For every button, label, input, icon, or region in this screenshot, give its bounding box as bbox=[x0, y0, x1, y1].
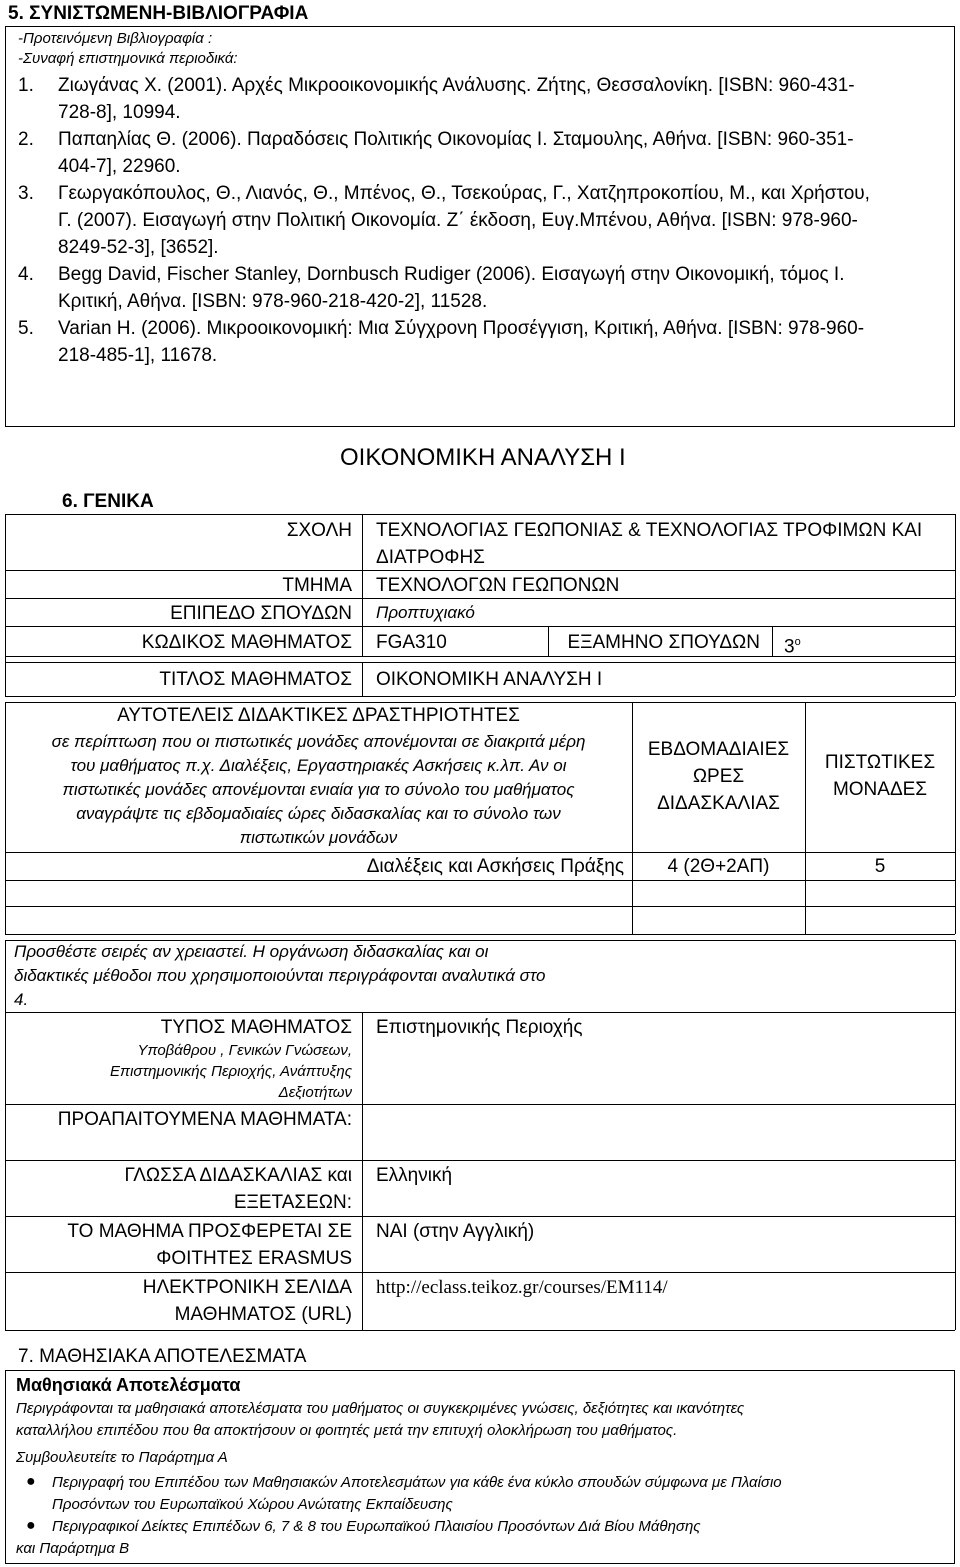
school-value: ΤΕΧΝΟΛΟΓΙΑΣ ΓΕΩΠΟΝΙΑΣ & ΤΕΧΝΟΛΟΓΙΑΣ ΤΡΟΦΙΜΩΝ ΚΑΙ bbox=[376, 520, 923, 541]
table-border bbox=[362, 662, 363, 696]
ref-text: 8249-52-3], [3652]. bbox=[58, 237, 219, 258]
ref-number: 4. bbox=[18, 264, 34, 285]
ref-number: 2. bbox=[18, 129, 34, 150]
activities-note: αναγράψτε τις εβδομαδιαίες ώρες διδασκαλίας και το σύνολο των bbox=[76, 804, 561, 823]
table-border bbox=[5, 656, 955, 657]
course-type-value: Επιστημονικής Περιοχής bbox=[376, 1017, 583, 1038]
journals-subtitle: -Συναφή επιστημονικά περιοδικά: bbox=[18, 50, 238, 67]
language-label: ΕΞΕΤΑΣΕΩΝ: bbox=[233, 1192, 352, 1213]
table-border bbox=[5, 514, 955, 515]
activities-note: σε περίπτωση που οι πιστωτικές μονάδες απονέμονται σε διακριτά μέρη bbox=[51, 732, 586, 751]
department-value: ΤΕΧΝΟΛΟΓΩΝ ΓΕΩΠΟΝΩΝ bbox=[376, 575, 620, 596]
course-type-hint: Υποβάθρου , Γενικών Γνώσεων, bbox=[137, 1042, 352, 1059]
activities-note: του μαθήματος π.χ. Διαλέξεις, Εργαστηριακές Ασκήσεις κ.λπ. Αν οι bbox=[70, 756, 567, 775]
ref-text: Varian H. (2006). Μικροοικονομική: Μια Σύγχρονη Προσέγγιση, Κριτική, Αθήνα. [ISBN: 978-960- bbox=[58, 318, 865, 339]
course-type-label: ΤΥΠΟΣ ΜΑΘΗΜΑΤΟΣ bbox=[160, 1017, 352, 1038]
table-border bbox=[955, 940, 956, 1330]
table-border bbox=[5, 940, 6, 1330]
add-rows-note: Προσθέστε σειρές αν χρειαστεί. Η οργάνωση διδασκαλίας και οι bbox=[14, 942, 489, 961]
activity-row-credits: 5 bbox=[874, 856, 886, 877]
table-border bbox=[5, 880, 955, 881]
credits-header: ΜΟΝΑΔΕΣ bbox=[832, 779, 928, 800]
ref-text: 728-8], 10994. bbox=[58, 102, 181, 123]
learning-outcomes-description: Περιγράφονται τα μαθησιακά αποτελέσματα του μαθήματος οι συγκεκριμένες γνώσεις, δεξιότητες και ικανότητες bbox=[16, 1400, 745, 1417]
ref-text: Begg David, Fischer Stanley, Dornbusch Rudiger (2006). Εισαγωγή στην Οικονομική, τόμος Ι. bbox=[58, 264, 845, 285]
activity-row-hours: 4 (2Θ+2ΑΠ) bbox=[667, 856, 770, 877]
course-type-hint: Δεξιοτήτων bbox=[278, 1084, 352, 1101]
table-border bbox=[5, 696, 955, 697]
table-border bbox=[5, 906, 955, 907]
activities-note: πιστωτικές μονάδες απονέμονται ενιαία για το σύνολο του μαθήματος bbox=[62, 780, 575, 799]
url-label: ΜΑΘΗΜΑΤΟΣ (URL) bbox=[174, 1304, 352, 1325]
credits-header: ΠΙΣΤΩΤΙΚΕΣ bbox=[824, 752, 936, 773]
section5-heading: 5. ΣΥΝΙΣΤΩΜΕΝΗ-ΒΙΒΛΙΟΓΡΑΦΙΑ bbox=[8, 3, 309, 24]
course-title-value: ΟΙΚΟΝΟΜΙΚΗ ΑΝΑΛΥΣΗ Ι bbox=[376, 669, 603, 690]
semester-value: $3^o$ bbox=[784, 636, 801, 658]
bullet-text: και Παράρτημα Β bbox=[16, 1540, 130, 1557]
table-border bbox=[5, 662, 955, 663]
table-border bbox=[5, 1330, 955, 1331]
course-code-value: FGA310 bbox=[376, 632, 447, 653]
erasmus-label: ΤΟ ΜΑΘΗΜΑ ΠΡΟΣΦΕΡΕΤΑΙ ΣΕ bbox=[67, 1221, 352, 1242]
add-rows-note: 4. bbox=[14, 990, 29, 1009]
prerequisites-label: ΠΡΟΑΠΑΙΤΟΥΜΕΝΑ ΜΑΘΗΜΑΤΑ: bbox=[57, 1109, 352, 1130]
activities-heading: ΑΥΤΟΤΕΛΕΙΣ ΔΙΔΑΚΤΙΚΕΣ ΔΡΑΣΤΗΡΙΟΤΗΤΕΣ bbox=[117, 705, 520, 726]
ref-text: 404-7], 22960. bbox=[58, 156, 181, 177]
ref-text: Παπαηλίας Θ. (2006). Παραδόσεις Πολιτικής Οικονομίας Ι. Σταμουλης, Αθήνα. [ISBN: 960-351- bbox=[58, 129, 854, 150]
course-title-label: ΤΙΤΛΟΣ ΜΑΘΗΜΑΤΟΣ bbox=[159, 669, 352, 690]
table-border bbox=[5, 934, 955, 935]
course-code-label: ΚΩΔΙΚΟΣ ΜΑΘΗΜΑΤΟΣ bbox=[141, 632, 352, 653]
section6-heading: 6. ΓΕΝΙΚΑ bbox=[62, 491, 154, 512]
table-border bbox=[805, 702, 806, 934]
learning-outcomes-subheading: Μαθησιακά Αποτελέσματα bbox=[16, 1375, 241, 1395]
course-title: ΟΙΚΟΝΟΜΙΚΗ ΑΝΑΛΥΣΗ Ι bbox=[340, 444, 626, 471]
language-value: Ελληνική bbox=[376, 1165, 453, 1186]
table-border bbox=[5, 1160, 955, 1161]
table-border bbox=[955, 514, 956, 696]
bullet-icon: ● bbox=[26, 1517, 36, 1534]
weekly-hours-header: ΩΡΕΣ bbox=[692, 766, 745, 787]
section7-heading: 7. ΜΑΘΗΣΙΑΚΑ ΑΠΟΤΕΛΕΣΜΑΤΑ bbox=[18, 1346, 307, 1367]
table-border bbox=[362, 514, 363, 656]
table-border bbox=[5, 1272, 955, 1273]
bullet-text: Περιγραφή του Επιπέδου των Μαθησιακών Αποτελεσμάτων για κάθε ένα κύκλο σπουδών σύμφωνα με Πλαίσιο bbox=[52, 1474, 782, 1491]
ref-text: Ζιωγάνας Χ. (2001). Αρχές Μικροοικονομικής Ανάλυσης. Ζήτης, Θεσσαλονίκη. [ISBN: 960-431- bbox=[58, 75, 855, 96]
table-border bbox=[5, 1012, 955, 1013]
school-value: ΔΙΑΤΡΟΦΗΣ bbox=[376, 547, 485, 568]
add-rows-note: διδακτικές μέθοδοι που χρησιμοποιούνται περιγράφονται αναλυτικά στο bbox=[14, 966, 546, 985]
ref-text: 218-485-1], 11678. bbox=[58, 345, 218, 366]
ref-number: 3. bbox=[18, 183, 34, 204]
bullet-text: Περιγραφικοί Δείκτες Επιπέδων 6, 7 & 8 του Ευρωπαϊκού Πλαισίου Προσόντων Διά Βίου Μάθησης bbox=[52, 1518, 701, 1535]
table-border bbox=[772, 626, 773, 656]
department-label: ΤΜΗΜΑ bbox=[282, 575, 352, 596]
ref-number: 1. bbox=[18, 75, 34, 96]
table-border bbox=[548, 626, 549, 656]
erasmus-label: ΦΟΙΤΗΤΕΣ ERASMUS bbox=[156, 1248, 352, 1269]
weekly-hours-header: ΕΒΔΟΜΑΔΙΑΙΕΣ bbox=[647, 739, 790, 760]
erasmus-value: ΝΑΙ (στην Αγγλική) bbox=[376, 1221, 535, 1242]
course-url-link[interactable]: http://eclass.teikoz.gr/courses/EM114/ bbox=[376, 1277, 668, 1298]
ref-text: Γεωργακόπουλος, Θ., Λιανός, Θ., Μπένος, Θ., Τσεκούρας, Γ., Χατζηπροκοπίου, Μ., και Χρήστου, bbox=[58, 183, 870, 204]
semester-label: ΕΞΑΜΗΝΟ ΣΠΟΥΔΩΝ bbox=[567, 632, 760, 653]
appendix-a-note: Συμβουλευτείτε το Παράρτημα Α bbox=[16, 1449, 228, 1466]
url-label: ΗΛΕΚΤΡΟΝΙΚΗ ΣΕΛΙΔΑ bbox=[142, 1277, 352, 1298]
bullet-icon: ● bbox=[26, 1473, 36, 1490]
activities-note: πιστωτικών μονάδων bbox=[239, 828, 398, 847]
learning-outcomes-description: καταλλήλου επιπέδου που θα αποκτήσουν οι φοιτητές μετά την επιτυχή ολοκλήρωση του μαθήματος. bbox=[16, 1422, 678, 1439]
activity-row-label: Διαλέξεις και Ασκήσεις Πράξης bbox=[366, 856, 624, 877]
ref-text: Γ. (2007). Εισαγωγή στην Πολιτική Οικονομία. Ζ΄ έκδοση, Ευγ.Μπένου, Αθήνα. [ISBN: 978-960- bbox=[58, 210, 858, 231]
language-label: ΓΛΩΣΣΑ ΔΙΔΑΣΚΑΛΙΑΣ και bbox=[124, 1165, 352, 1186]
weekly-hours-header: ΔΙΔΑΣΚΑΛΙΑΣ bbox=[657, 793, 780, 814]
ref-number: 5. bbox=[18, 318, 34, 339]
school-label: ΣΧΟΛΗ bbox=[286, 520, 352, 541]
table-border bbox=[5, 514, 6, 696]
bullet-text: Προσόντων του Ευρωπαϊκού Χώρου Ανώτατης Εκπαίδευσης bbox=[52, 1496, 453, 1513]
table-border bbox=[362, 1012, 363, 1330]
table-border bbox=[5, 1104, 955, 1105]
course-type-hint: Επιστημονικής Περιοχής, Ανάπτυξης bbox=[110, 1063, 352, 1080]
table-border bbox=[5, 1216, 955, 1217]
table-border bbox=[955, 702, 956, 934]
level-value: Προπτυχιακό bbox=[376, 603, 475, 622]
level-label: ΕΠΙΠΕΔΟ ΣΠΟΥΔΩΝ bbox=[170, 603, 352, 624]
bibliography-subtitle: -Προτεινόμενη Βιβλιογραφία : bbox=[18, 30, 213, 47]
ref-text: Κριτική, Αθήνα. [ISBN: 978-960-218-420-2], 11528. bbox=[58, 291, 488, 312]
